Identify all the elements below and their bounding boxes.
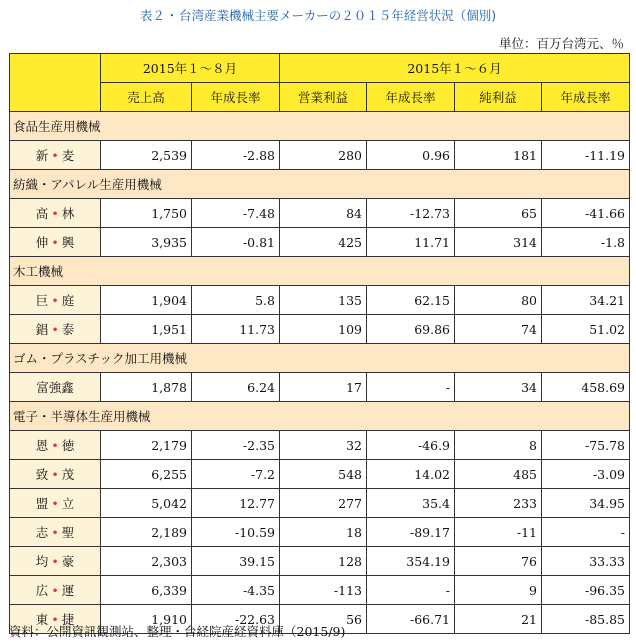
table-cell: 33.33 <box>542 547 630 576</box>
table-row <box>10 286 630 315</box>
category-label: 木工機械 <box>10 257 630 286</box>
source-note: 資料：公開資訊観測站、整理・台経院産経資料庫（2015/9) <box>9 624 346 639</box>
table-cell: 1,904 <box>101 286 192 315</box>
table-cell: 5.8 <box>192 286 280 315</box>
table-cell: 109 <box>280 315 367 344</box>
company-name <box>10 315 101 344</box>
table-cell: 280 <box>280 141 367 170</box>
header-col-sales: 売上高 <box>101 83 192 112</box>
company-name-second: 豪 <box>61 554 75 569</box>
table-cell: -7.2 <box>192 460 280 489</box>
header-col-sales-growth: 年成長率 <box>192 83 280 112</box>
name-separator-dot: • <box>51 496 59 511</box>
table-cell: 11.73 <box>192 315 280 344</box>
table-cell: 1,951 <box>101 315 192 344</box>
category-row <box>10 112 630 141</box>
table-cell: 2,303 <box>101 547 192 576</box>
table-row <box>10 431 630 460</box>
name-separator-dot: • <box>51 583 59 598</box>
table-cell: -96.35 <box>542 576 630 605</box>
table-cell: 56 <box>280 605 367 634</box>
company-name-first: 伸 <box>35 235 49 250</box>
table-cell: 1,910 <box>101 605 192 634</box>
table-cell: 69.86 <box>367 315 455 344</box>
table-cell: 65 <box>455 199 542 228</box>
name-separator-dot: • <box>51 612 59 627</box>
company-name-second: 聖 <box>61 525 75 540</box>
table-cell: - <box>542 518 630 547</box>
company-name-first: 均 <box>35 554 49 569</box>
company-name-first: 盟 <box>35 496 49 511</box>
company-name-second: 運 <box>61 583 75 598</box>
table-cell: -46.9 <box>367 431 455 460</box>
table-cell: 34.95 <box>542 489 630 518</box>
company-name-second: 庭 <box>61 293 75 308</box>
table-cell: 34 <box>455 373 542 402</box>
table-cell: -11 <box>455 518 542 547</box>
company-name <box>10 286 101 315</box>
header-col-operating-growth: 年成長率 <box>367 83 455 112</box>
table-cell: 2,189 <box>101 518 192 547</box>
table-row <box>10 547 630 576</box>
header-col-net-profit: 純利益 <box>455 83 542 112</box>
company-name-first: 広 <box>35 583 49 598</box>
unit-note: 単位：百万台湾元、％ <box>498 36 624 51</box>
table-cell: 34.21 <box>542 286 630 315</box>
header-period-2: 2015年１～６月 <box>280 54 630 83</box>
table-cell: 35.4 <box>367 489 455 518</box>
table-cell: 6,255 <box>101 460 192 489</box>
table-cell: 80 <box>455 286 542 315</box>
table-cell: 84 <box>280 199 367 228</box>
table-cell: - <box>367 576 455 605</box>
company-name <box>10 518 101 547</box>
table-row <box>10 460 630 489</box>
table-cell: 2,179 <box>101 431 192 460</box>
company-name-second: 立 <box>61 496 75 511</box>
table-cell: -0.81 <box>192 228 280 257</box>
table-cell: -41.66 <box>542 199 630 228</box>
name-separator-dot: • <box>51 467 59 482</box>
table-row <box>10 199 630 228</box>
company-name <box>10 547 101 576</box>
category-row <box>10 170 630 199</box>
header-corner <box>10 54 101 112</box>
table-cell: 6,339 <box>101 576 192 605</box>
company-name-text: 富強鑫 <box>36 380 74 395</box>
table-title: 表２ ･ 台湾産業機械主要メーカーの２０１５年経営状況（個別) <box>139 8 497 23</box>
table-cell: 74 <box>455 315 542 344</box>
table-cell: 354.19 <box>367 547 455 576</box>
company-name-second: 興 <box>61 235 75 250</box>
company-name-second: 林 <box>61 206 75 221</box>
name-separator-dot: • <box>51 322 59 337</box>
table-row <box>10 141 630 170</box>
category-label: ゴム・プラスチック加工用機械 <box>10 344 630 373</box>
company-name-second: 捷 <box>61 612 75 627</box>
company-name-first: 志 <box>35 525 49 540</box>
company-name <box>10 228 101 257</box>
table-cell: 1,750 <box>101 199 192 228</box>
company-name-second: 泰 <box>61 322 75 337</box>
table-cell: 11.71 <box>367 228 455 257</box>
table-cell: -12.73 <box>367 199 455 228</box>
name-separator-dot: • <box>51 525 59 540</box>
table-cell: -1.8 <box>542 228 630 257</box>
table-cell: 277 <box>280 489 367 518</box>
company-name <box>10 431 101 460</box>
header-row-columns <box>10 83 630 112</box>
header-col-operating-profit: 営業利益 <box>280 83 367 112</box>
table-cell: 76 <box>455 547 542 576</box>
name-separator-dot: • <box>51 235 59 250</box>
table-cell: 51.02 <box>542 315 630 344</box>
table-cell: -89.17 <box>367 518 455 547</box>
table-cell: 0.96 <box>367 141 455 170</box>
category-label: 食品生産用機械 <box>10 112 630 141</box>
table-cell: 14.02 <box>367 460 455 489</box>
category-row <box>10 402 630 431</box>
table-cell: 181 <box>455 141 542 170</box>
name-separator-dot: • <box>51 148 59 163</box>
table-cell: -2.35 <box>192 431 280 460</box>
company-name <box>10 460 101 489</box>
name-separator-dot: • <box>51 438 59 453</box>
header-col-net-growth: 年成長率 <box>542 83 630 112</box>
table-cell: 425 <box>280 228 367 257</box>
table-cell: -10.59 <box>192 518 280 547</box>
company-name-first: 高 <box>35 206 49 221</box>
table-cell: -66.71 <box>367 605 455 634</box>
financial-table <box>9 53 630 634</box>
company-name-first: 錩 <box>35 322 49 337</box>
name-separator-dot: • <box>51 293 59 308</box>
company-name-second: 徳 <box>61 438 75 453</box>
table-cell: 21 <box>455 605 542 634</box>
table-row <box>10 228 630 257</box>
company-name-first: 恩 <box>35 438 49 453</box>
company-name-first: 致 <box>35 467 49 482</box>
table-cell: 18 <box>280 518 367 547</box>
table-row <box>10 315 630 344</box>
category-label: 電子・半導体生産用機械 <box>10 402 630 431</box>
header-period-1: 2015年１～８月 <box>101 54 280 83</box>
category-label: 紡織・アパレル生産用機械 <box>10 170 630 199</box>
header-row-periods <box>10 54 630 83</box>
table-cell: - <box>367 373 455 402</box>
company-name-first: 巨 <box>35 293 49 308</box>
table-cell: -22.63 <box>192 605 280 634</box>
table-cell: 2,539 <box>101 141 192 170</box>
table-cell: 135 <box>280 286 367 315</box>
table-cell: 62.15 <box>367 286 455 315</box>
table-cell: 39.15 <box>192 547 280 576</box>
company-name <box>10 576 101 605</box>
table-cell: 233 <box>455 489 542 518</box>
company-name <box>10 141 101 170</box>
table-cell: 458.69 <box>542 373 630 402</box>
table-row <box>10 373 630 402</box>
company-name-second: 茂 <box>61 467 75 482</box>
table-row <box>10 489 630 518</box>
name-separator-dot: • <box>51 206 59 221</box>
table-cell: 485 <box>455 460 542 489</box>
table-cell: -7.48 <box>192 199 280 228</box>
company-name-first: 東 <box>35 612 49 627</box>
table-cell: -3.09 <box>542 460 630 489</box>
table-cell: 128 <box>280 547 367 576</box>
table-cell: -113 <box>280 576 367 605</box>
table-cell: 6.24 <box>192 373 280 402</box>
name-separator-dot: • <box>51 554 59 569</box>
table-cell: 8 <box>455 431 542 460</box>
table-cell: 12.77 <box>192 489 280 518</box>
table-row <box>10 576 630 605</box>
table-cell: -75.78 <box>542 431 630 460</box>
table-cell: 3,935 <box>101 228 192 257</box>
table-cell: -2.88 <box>192 141 280 170</box>
table-cell: -4.35 <box>192 576 280 605</box>
table-cell: -11.19 <box>542 141 630 170</box>
table-cell: 1,878 <box>101 373 192 402</box>
table-cell: 32 <box>280 431 367 460</box>
table-cell: 5,042 <box>101 489 192 518</box>
table-cell: 9 <box>455 576 542 605</box>
category-row <box>10 257 630 286</box>
company-name-second: 麦 <box>61 148 75 163</box>
company-name <box>10 373 101 402</box>
company-name-first: 新 <box>35 148 49 163</box>
table-cell: -85.85 <box>542 605 630 634</box>
table-cell: 17 <box>280 373 367 402</box>
company-name <box>10 199 101 228</box>
table-cell: 548 <box>280 460 367 489</box>
category-row <box>10 344 630 373</box>
table-cell: 314 <box>455 228 542 257</box>
table-row <box>10 518 630 547</box>
company-name <box>10 489 101 518</box>
